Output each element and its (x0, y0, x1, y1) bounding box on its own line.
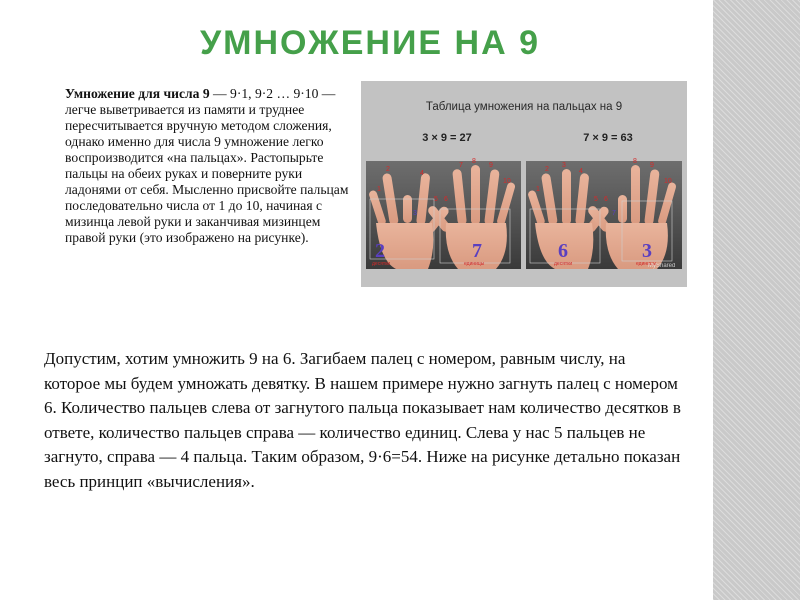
finger-number: 3 (562, 162, 566, 169)
finger-number: 8 (633, 158, 637, 165)
finger-number: 5 (594, 196, 598, 203)
finger-number: 1 (377, 186, 381, 193)
watermark: MyShared (648, 263, 676, 269)
decorative-side-band (713, 0, 800, 600)
tens-digit: 6 (558, 240, 568, 262)
finger-number: 10 (503, 178, 511, 185)
finger-number: 9 (489, 162, 493, 169)
tens-digit: 2 (375, 240, 385, 262)
finger-number: 6 (444, 196, 448, 203)
figure-heading: Таблица умножения на пальцах на 9 (425, 101, 623, 113)
finger-number: 2 (386, 166, 390, 173)
right-equation: 7 × 9 = 63 (583, 132, 633, 144)
finger-number: 9 (650, 162, 654, 169)
finger-number: 7 (459, 162, 463, 169)
units-label: единицы (464, 261, 485, 267)
finger-number: 5 (434, 196, 438, 203)
finger-number: 10 (664, 178, 672, 185)
slide-title: УМНОЖЕНИЕ НА 9 (200, 24, 541, 62)
left-equation: 3 × 9 = 27 (422, 132, 472, 144)
finger-number: 4 (420, 170, 424, 177)
finger-number-bent: 3 (413, 210, 417, 217)
finger-number-bent: 7 (612, 210, 616, 217)
left-hands-photo (366, 158, 521, 269)
units-label: единицы (636, 261, 657, 267)
finger-number: 4 (579, 168, 583, 175)
intro-text: — 9·1, 9·2 … 9·10 — легче выветривается из памяти и труднее пересчитывается вручную методом сложения, однако именно для числа 9 умножение легко воспроизводится «на пальцах». Растопырьте пальцы на обеих руках и поверните руки ладонями от себя. Мысленно присвойте пальцам последовательно числа от 1 до 10, начиная с мизинца левой руки и заканчивая мизинцем правой руки (это изображено на рисунке). (65, 86, 349, 245)
finger-number: 8 (472, 158, 476, 165)
finger-number: 1 (536, 186, 540, 193)
finger-multiplication-figure (361, 81, 687, 287)
units-digit: 7 (472, 240, 482, 262)
explanation-paragraph: Допустим, хотим умножить 9 на 6. Загибаем палец с номером, равным числу, на которое мы будем умножать девятку. В нашем примере нужно загнуть палец с номером 6. Количество пальцев слева от загнутого пальца показывает нам количество десятков в ответе, количество пальцев справа — количество единиц. Слева у нас 5 пальцев не загнуто, справа — 4 пальца. Таким образом, 9·6=54. Ниже на рисунке детально показан весь принцип «вычисления». (44, 349, 681, 491)
units-digit: 3 (642, 240, 652, 262)
intro-bold-lead: Умножение для числа 9 (65, 86, 210, 101)
finger-number: 2 (545, 166, 549, 173)
intro-paragraph (65, 86, 351, 246)
right-hands-photo (526, 158, 682, 269)
finger-number: 6 (604, 196, 608, 203)
tens-label: десятки (554, 261, 573, 267)
tens-label: десятки (372, 261, 391, 267)
